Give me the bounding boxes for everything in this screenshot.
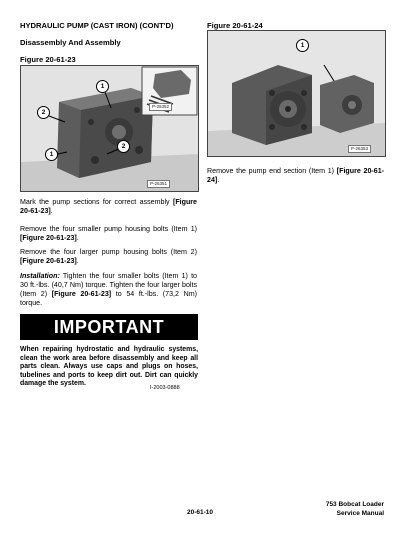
paragraph-mark-sections: Mark the pump sections for correct assembly [Figure 20-61-23]. xyxy=(20,198,197,215)
pump-end-section-image xyxy=(208,31,385,156)
figure-right-label: Figure 20-61-24 xyxy=(207,21,263,30)
paragraph-small-bolts: Remove the four smaller pump housing bolts (Item 1) [Figure 20-61-23]. xyxy=(20,225,197,242)
pump-housing-image xyxy=(21,66,198,191)
subsection-title: Disassembly And Assembly xyxy=(20,38,121,47)
page-number: 20-61-10 xyxy=(187,509,214,516)
callout-item-1: 1 xyxy=(45,148,58,161)
callout-item-2: 2 xyxy=(117,140,130,153)
figure-left-photo xyxy=(20,65,199,192)
important-banner: IMPORTANT xyxy=(20,314,198,340)
warning-code: I-2003-0888 xyxy=(150,385,180,391)
inset-ref: P-26352 xyxy=(149,103,172,111)
paragraph-installation: Installation: Tighten the four smaller bolts (Item 1) to 30 ft.-lbs. (40,7 Nm) torque. Tighten the four larger bolts (Item 2) [Figure 20-61-23] to 54 ft.-lbs. (73,2 Nm) torque. xyxy=(20,272,197,307)
figure-right-photo xyxy=(207,30,386,157)
paragraph-large-bolts: Remove the four larger pump housing bolts (Item 2) [Figure 20-61-23]. xyxy=(20,248,197,265)
footer-manual: Service Manual xyxy=(336,510,384,517)
footer-product: 753 Bobcat Loader xyxy=(325,501,384,508)
callout-item-2: 2 xyxy=(37,106,50,119)
section-title: HYDRAULIC PUMP (CAST IRON) (CONT'D) xyxy=(20,21,174,30)
callout-item-1: 1 xyxy=(96,80,109,93)
figure-left-label: Figure 20-61-23 xyxy=(20,55,76,64)
figure-ref: P-26351 xyxy=(147,180,170,188)
important-warning-text: When repairing hydrostatic and hydraulic systems, clean the work area before disassembly and keep all parts clean. Always use caps and plugs on hoses, tubelines and ports to keep dirt out. Dirt can quickly damage the system. xyxy=(20,346,198,388)
right-caption: Remove the pump end section (Item 1) [Figure 20-61-24]. xyxy=(207,167,384,184)
figure-ref: P-26353 xyxy=(348,145,371,153)
callout-item-1: 1 xyxy=(296,39,309,52)
